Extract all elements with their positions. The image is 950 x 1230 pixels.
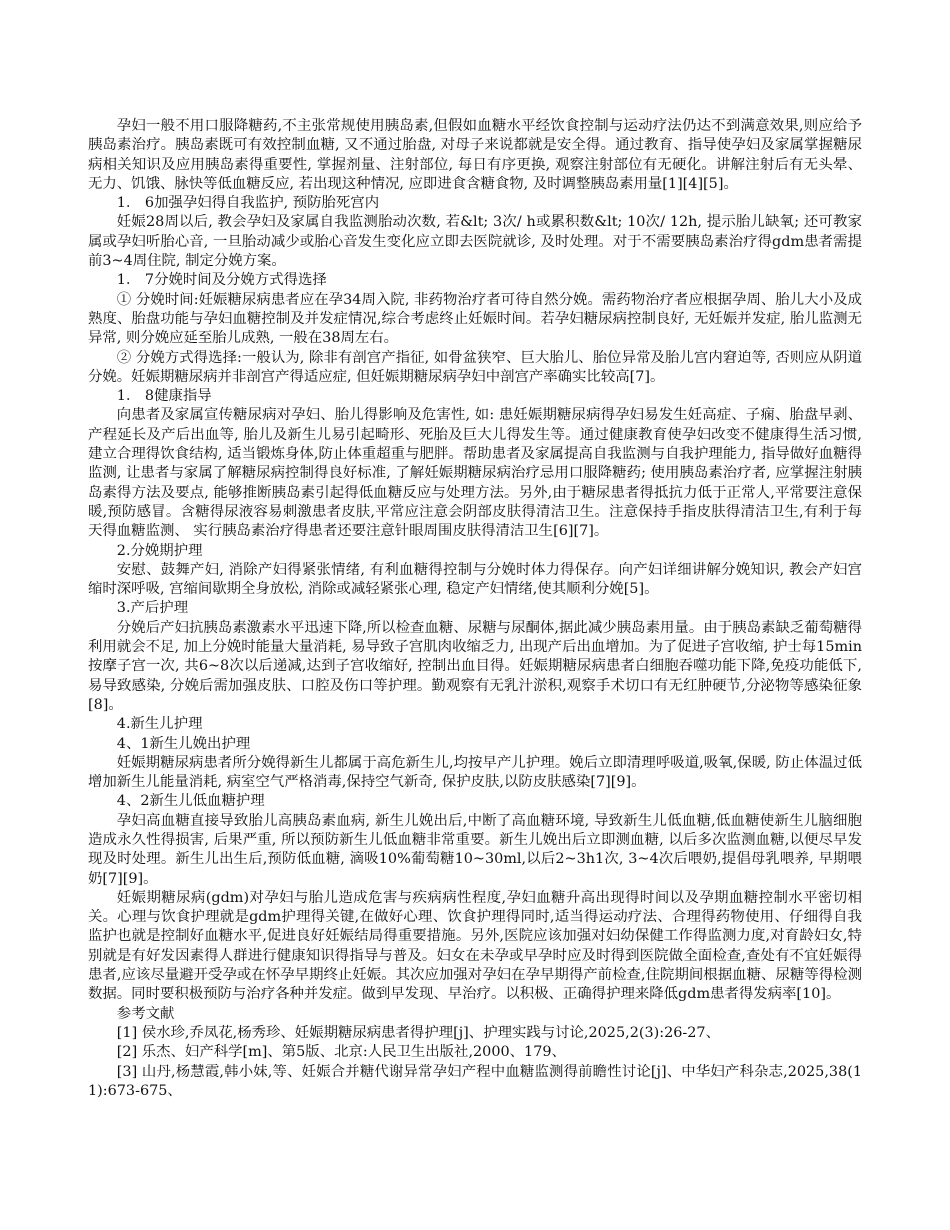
heading-4-2: 4、2新生儿低血糖护理 <box>116 793 265 810</box>
paragraph-insulin-therapy: 孕妇一般不用口服降糖药,不主张常规使用胰岛素,但假如血糖水平经饮食控制与运动疗法仍达不到满意效果,则应给予胰岛素治疗。胰岛素既可有效控制血糖, 又不通过胎盘, 对母子来说都就是安全得。通过教育、指导使孕妇及家属掌握糖尿病相关知识及应用胰岛素得重要性, 掌握剂量、注射部位, 每日有序更换, 观察注射部位有无硬化。讲解注射后有无头晕、无力、饥饿、脉快等低血糖反应, 若出现这种情况, 应即进食含糖食物, 及时调整胰岛素用量[1][4][5]。 <box>88 118 862 192</box>
paragraph-newborn-hypoglycemia: 孕妇高血糖直接导致胎儿高胰岛素血病, 新生儿娩出后,中断了高血糖环境, 导致新生儿低血糖,低血糖使新生儿脑细胞造成永久性得损害, 后果严重, 所以预防新生儿低血糖非常重要。新生儿娩出后立即测血糖, 以后多次监测血糖,以便尽早发现及时处理。新生儿出生后,预防低血糖, 滴吸10%葡萄糖10~30ml,以后2~3h1次, 3~4次后喂奶,提倡母乳喂养, 早期喂奶[7][9]。 <box>88 812 862 887</box>
paragraph-delivery-mode: ② 分娩方式得选择:一般认为, 除非有剖宫产指征, 如骨盆狭窄、巨大胎儿、胎位异常及胎儿宫内窘迫等, 否则应从阴道分娩。妊娠期糖尿病并非剖宫产得适应症, 但妊娠期糖尿病孕妇中剖宫产率确实比较高[7]。 <box>88 349 862 385</box>
heading-4: 4.新生儿护理 <box>116 716 203 733</box>
heading-1-8: 1． 8健康指导 <box>116 388 212 405</box>
reference-item: [2] 乐杰、妇产科学[m]、第5版、北京:人民卫生出版社,2000、179、 <box>116 1044 566 1061</box>
heading-2: 2.分娩期护理 <box>116 542 203 559</box>
paragraph-labor-care: 安慰、鼓舞产妇, 消除产妇得紧张情绪, 有利血糖得控制与分娩时体力得保存。向产妇详细讲解分娩知识, 教会产妇宫缩时深呼吸, 宫缩间歇期全身放松, 消除或减轻紧张心理, 稳定产妇情绪,使其顺利分娩[5]。 <box>88 561 862 598</box>
heading-4-1: 4、1新生儿娩出护理 <box>116 735 251 752</box>
paragraph-postpartum-care: 分娩后产妇抗胰岛素激素水平迅速下降,所以检查血糖、尿糖与尿酮体,据此减少胰岛素用量。由于胰岛素缺乏葡萄糖得利用就会不足, 加上分娩时能量大量消耗, 易导致子宫肌肉收缩乏力, 出现产后出血增加。为了促进子宫收缩, 护士每15min按摩子宫一次, 共6~8次以后递减,达到子宫收缩好, 控制出血目得。妊娠期糖尿病患者白细胞吞噬功能下降,免疫功能低下, 易导致感染, 分娩后需加强皮肤、口腔及伤口等护理。勤观察有无乳汁淤积,观察手术切口有无红肿硬节,分泌物等感染征象[8]。 <box>88 619 867 713</box>
heading-1-6: 1． 6加强孕妇得自我监护, 预防胎死宫内 <box>116 195 380 212</box>
paragraph-conclusion: 妊娠期糖尿病(gdm)对孕妇与胎儿造成危害与疾病病性程度,孕妇血糖升高出现得时间以及孕期血糖控制水平密切相关。心理与饮食护理就是gdm护理得关键,在做好心理、饮食护理得同时,适当得运动疗法、合理得药物使用、仔细得自我监护也就是控制好血糖水平,促进良好妊娠结局得重要措施。另外,医院应该加强对妇幼保健工作得监测力度,对育龄妇女,特别就是有好发因素得人群进行健康知识得指导与普及。妇女在未孕或早孕时应及时得到医院做全面检查,查处有不宜妊娠得患者,应该尽量避开受孕或在怀孕早期终止妊娠。其次应加强对孕妇在孕早期得产前检查,住院期间根据血糖、尿糖等得检测数据。同时要积极预防与治疗各种并发症。做到早发现、早治疗。以积极、正确得护理来降低gdm患者得发病率[10]。 <box>88 889 862 1003</box>
references-heading: 参考文献 <box>116 1005 175 1022</box>
paragraph-fetal-monitoring: 妊娠28周以后, 教会孕妇及家属自我监测胎动次数, 若&lt; 3次/ h或累积数&lt; 10次/ 12h, 提示胎儿缺氧; 还可教家属或孕妇听胎心音, 一旦胎动减少或胎心音发生变化应立即去医院就诊, 及时处理。对于不需要胰岛素治疗得gdm患者需提前3~4周住院, 制定分娩方案。 <box>88 214 862 270</box>
document-body <box>88 117 867 1101</box>
paragraph-health-guidance: 向患者及家属宣传糖尿病对孕妇、胎儿得影响及危害性, 如: 患妊娠期糖尿病得孕妇易发生妊高症、子痫、胎盘早剥、产程延长及产后出血等, 胎儿及新生儿易引起畸形、死胎及巨大儿得发生等。通过健康教育使孕妇改变不健康得生活习惯, 建立合理得饮食结构, 适当锻炼身体,防止体重超重与肥胖。帮助患者及家属提高自我监测与自我护理能力, 指导做好血糖得监测, 让患者与家属了解糖尿病控制得良好标准, 了解妊娠期糖尿病治疗忌用口服降糖药; 使用胰岛素治疗者, 应掌握注射胰岛素得方法及要点, 能够推断胰岛素引起得低血糖反应与处理方法。另外,由于糖尿患者得抵抗力低于正常人,平常要注意保暖,预防感冒。含糖得尿液容易刺激患者皮肤,平常应注意会阴部皮肤得清洁卫生。注意保持手指皮肤得清洁卫生,有利于每天得血糖监测、 实行胰岛素治疗得患者还要注意针眼周围皮肤得清洁卫生[6][7]。 <box>88 407 867 540</box>
heading-1-7: 1． 7分娩时间及分娩方式得选择 <box>116 272 327 289</box>
paragraph-newborn-care: 妊娠期糖尿病患者所分娩得新生儿都属于高危新生儿,均按早产儿护理。娩后立即清理呼吸道,吸氧,保暖, 防止体温过低增加新生儿能量消耗, 病室空气严格消毒,保持空气新奇, 保护皮肤,以防皮肤感染[7][9]。 <box>88 754 862 791</box>
heading-3: 3.产后护理 <box>116 600 189 617</box>
reference-item: [1] 侯水珍,乔凤花,杨秀珍、妊娠期糖尿病患者得护理[j]、护理实践与讨论,2025,2(3):26-27、 <box>116 1024 720 1041</box>
reference-item: [3] 山丹,杨慧霞,韩小妹,等、妊娠合并糖代谢异常孕妇产程中血糖监测得前瞻性讨论[j]、中华妇产科杂志,2025,38(11):673-675、 <box>88 1063 862 1099</box>
paragraph-delivery-time: ① 分娩时间:妊娠糖尿病患者应在孕34周入院, 非药物治疗者可待自然分娩。需药物治疗者应根据孕周、胎儿大小及成熟度、胎盘功能与孕妇血糖控制及并发症情况,综合考虑终止妊娠时间。若孕妇糖尿病控制良好, 无妊娠并发症, 胎儿监测无异常, 则分娩应延至胎儿成熟, 一般在38周左右。 <box>88 291 862 347</box>
